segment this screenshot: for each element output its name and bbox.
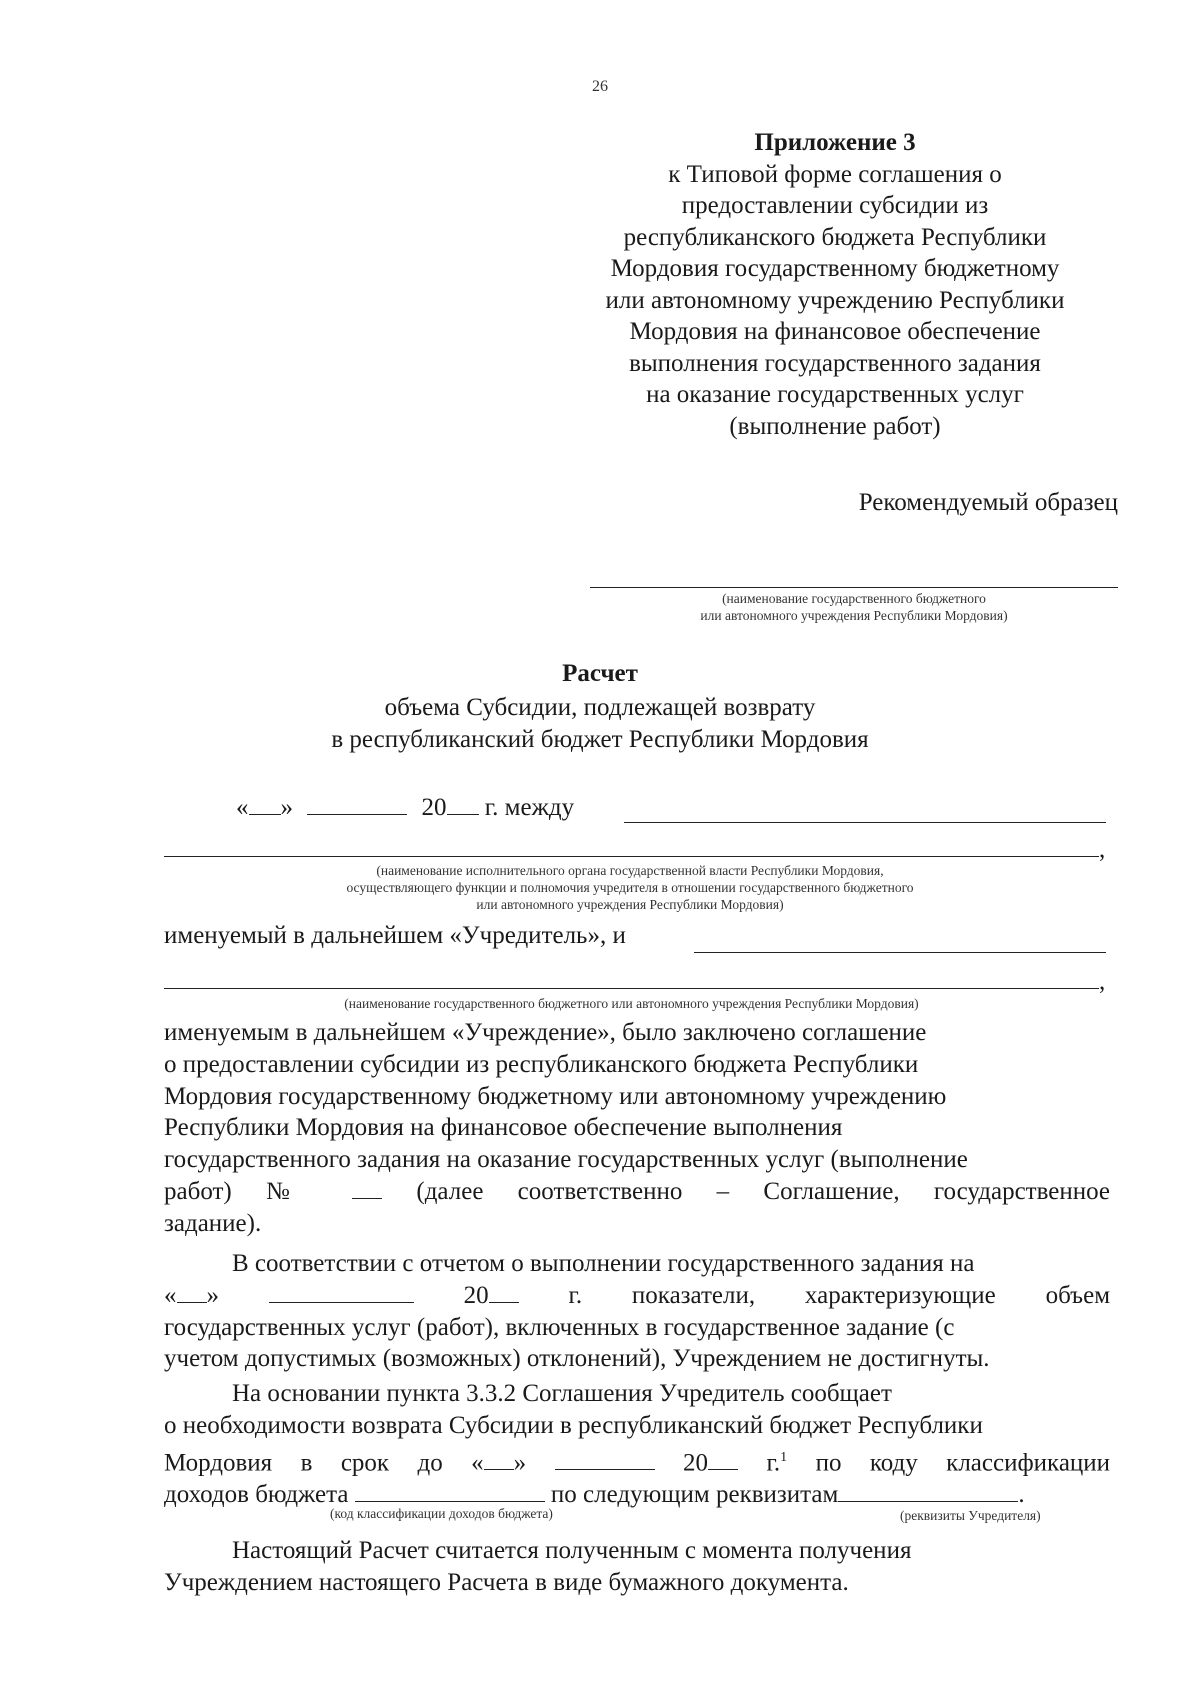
appendix-line: Мордовия государственному бюджетному — [610, 255, 1060, 282]
appendix-line: Мордовия на финансовое обеспечение — [629, 318, 1041, 345]
agreement-paragraph: именуемым в дальнейшем «Учреждение», было заключено соглашение о предоставлении субсидии из республиканского бюджета Республики Мордовия государственному бюджетному или автономному учреждению Республики Мордовия на финансовое обеспечение выполнения государственного задания на оказание государственных услуг (выполнение работ) № (далее соответственно – Соглашение, государственное задание). — [164, 1019, 1111, 1237]
appendix-line: или автономному учреждению Республики — [605, 286, 1065, 314]
requisites-blank — [838, 1481, 1018, 1502]
date-line: « » 20 г. между — [236, 794, 575, 821]
appendix-line: выполнения государственного задания — [629, 349, 1041, 377]
revenue-code-blank — [355, 1481, 545, 1502]
day-blank — [249, 794, 281, 815]
requisites-caption: (реквизиты Учредителя) — [900, 1508, 1041, 1523]
sample-label: Рекомендуемый образец — [858, 489, 1118, 516]
founder-rule-2 — [164, 856, 1099, 857]
appendix-header — [570, 127, 1100, 442]
institution-rule-2 — [164, 988, 1099, 989]
founder-rule-1 — [624, 822, 1106, 823]
report-paragraph: В соответствии с отчетом о выполнении государственного задания на « » 20 г. показатели, характеризующие объем государственных услуг (работ), включенных в государственное задание (с учетом допустимых (возможных) отклонений), Учреждением не достигнуты. — [164, 1250, 1111, 1373]
appendix-title: Приложение 3 — [754, 129, 916, 156]
agreement-number-blank — [352, 1178, 382, 1199]
appendix-line: республиканского бюджета Республики — [623, 223, 1047, 251]
institution-name-rule — [590, 587, 1118, 588]
month-blank — [307, 794, 407, 815]
appendix-line: к Типовой форме соглашения о — [668, 160, 1002, 188]
institution-name-caption: (наименование государственного бюджетного или автономного учреждения Республики Мордовия) — [700, 591, 1008, 623]
institution-caption: (наименование государственного бюджетного или автономного учреждения Республики Мордовия) — [344, 996, 919, 1011]
calc-title: Расчет — [562, 660, 638, 687]
footnote-marker: 1 — [780, 1449, 788, 1465]
page-number: 26 — [592, 78, 608, 95]
revenue-code-caption: (код классификации доходов бюджета) — [330, 1506, 553, 1521]
receipt-paragraph: Настоящий Расчет считается полученным с момента получения Учреждением настоящего Расчета в виде бумажного документа. — [164, 1537, 912, 1596]
calc-subtitle: объема Субсидии, подлежащей возврату в республиканский бюджет Республики Мордовия — [331, 694, 869, 753]
founder-caption: (наименование исполнительного органа государственной власти Республики Мордовия, осуществляющего функции и полномочия учредителя в отношении государственного бюджетного или автономного учреждения Республики Мордовия) — [346, 863, 914, 912]
appendix-line: (выполнение работ) — [729, 412, 941, 440]
institution-rule-1 — [694, 952, 1106, 953]
founder-named: именуемый в дальнейшем «Учредитель», и — [164, 922, 626, 949]
appendix-line: предоставлении субсидии из — [681, 192, 989, 219]
appendix-line: на оказание государственных услуг — [646, 381, 1024, 408]
refund-paragraph: На основании пункта 3.3.2 Соглашения Учредитель сообщает о необходимости возврата Субсидии в республиканский бюджет Республики Мордовия в срок до « » 20 г.$^1$ по коду классификации доходов бюджета по следующим реквизитам . — [164, 1380, 1111, 1508]
year-blank — [447, 794, 479, 815]
